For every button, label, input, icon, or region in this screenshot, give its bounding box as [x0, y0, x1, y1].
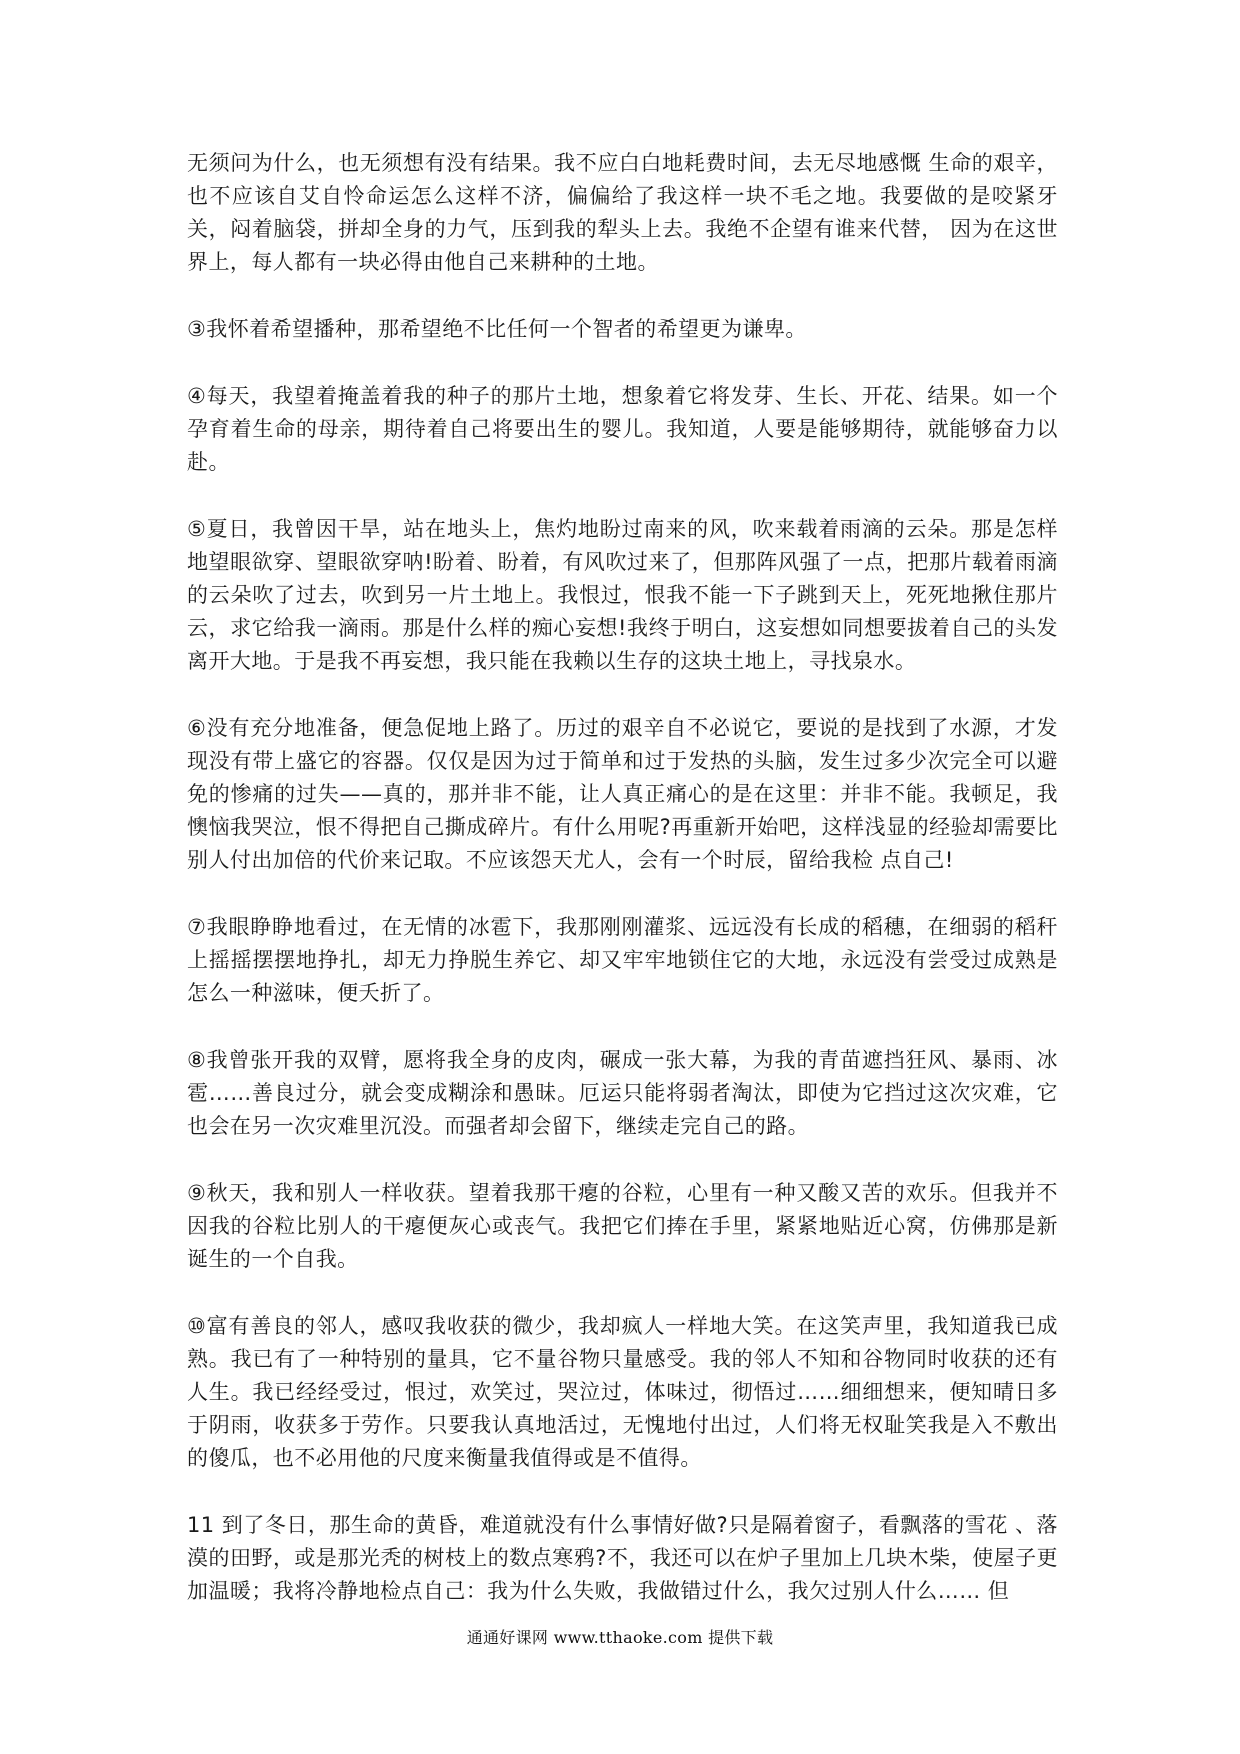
paragraph-3: ③我怀着希望播种，那希望绝不比任何一个智者的希望更为谦卑。 — [187, 317, 807, 341]
paragraph-5: ⑤夏日，我曾因干旱，站在地头上，焦灼地盼过南来的风，吹来载着雨滴的云朵。那是怎样地望眼欲穿、望眼欲穿呐!盼着、盼着，有风吹过来了，但那阵风强了一点，把那片载着雨滴的云朵吹了过去，吹到另一片土地上。我恨过，恨我不能一下子跳到天上，死死地揪住那片云，求它给我一滴雨。那是什么样的痴心妄想!我终于明白，这妄想如同想要拔着自己的头发离开大地。于是我不再妄想，我只能在我赖以生存的这块土地上，寻找泉水。 — [187, 517, 1058, 673]
paragraph-4: ④每天，我望着掩盖着我的种子的那片土地，想象着它将发芽、生长、开花、结果。如一个孕育着生命的母亲，期待着自己将要出生的婴儿。我知道，人要是能够期待，就能够奋力以赴。 — [187, 384, 1058, 474]
page-footer: 通通好课网 www.tthaoke.com 提供下载 — [466, 1628, 774, 1647]
paragraph-6: ⑥没有充分地准备，便急促地上路了。历过的艰辛自不必说它，要说的是找到了水源，才发现没有带上盛它的容器。仅仅是因为过于简单和过于发热的头脑，发生过多少次完全可以避免的惨痛的过失——真的，那并非不能，让人真正痛心的是在这里：并非不能。我顿足，我懊恼我哭泣，恨不得把自己撕成碎片。有什么用呢?再重新开始吧，这样浅显的经验却需要比别人付出加倍的代价来记取。不应该怨天尤人，会有一个时辰，留给我检 点自己! — [187, 716, 1058, 872]
paragraph-7: ⑦我眼睁睁地看过，在无情的冰雹下，我那刚刚灌浆、远远没有长成的稻穗，在细弱的稻秆上摇摇摆摆地挣扎，却无力挣脱生养它、却又牢牢地锁住它的大地，永远没有尝受过成熟是怎么一种滋味，便夭折了。 — [187, 915, 1058, 1005]
paragraph-10: ⑩富有善良的邻人，感叹我收获的微少，我却疯人一样地大笑。在这笑声里，我知道我已成熟。我已有了一种特别的量具，它不量谷物只量感受。我的邻人不知和谷物同时收获的还有人生。我已经经受过，恨过，欢笑过，哭泣过，体味过，彻悟过……细细想来，便知晴日多于阴雨，收获多于劳作。只要我认真地活过，无愧地付出过，人们将无权耻笑我是入不敷出的傻瓜，也不必用他的尺度来衡量我值得或是不值得。 — [187, 1314, 1058, 1470]
paragraph-11: 11 到了冬日，那生命的黄昏，难道就没有什么事情好做?只是隔着窗子，看飘落的雪花 、落漠的田野，或是那光秃的树枝上的数点寒鸦?不，我还可以在炉子里加上几块木柴，使屋子更加温暖；我将冷静地检点自己：我为什么失败，我做错过什么，我欠过别人什么…… 但 — [187, 1513, 1058, 1603]
paragraph-9: ⑨秋天，我和别人一样收获。望着我那干瘪的谷粒，心里有一种又酸又苦的欢乐。但我并不因我的谷粒比别人的干瘪便灰心或丧气。我把它们捧在手里，紧紧地贴近心窝，仿佛那是新诞生的一个自我。 — [187, 1181, 1058, 1271]
paragraph-8: ⑧我曾张开我的双臂，愿将我全身的皮肉，碾成一张大幕，为我的青苗遮挡狂风、暴雨、冰雹……善良过分，就会变成糊涂和愚昧。厄运只能将弱者淘汰，即使为它挡过这次灾难，它也会在另一次灾难里沉没。而强者却会留下，继续走完自己的路。 — [187, 1048, 1058, 1138]
paragraph-intro: 无须问为什么，也无须想有没有结果。我不应白白地耗费时间，去无尽地感慨 生命的艰辛，也不应该自艾自怜命运怎么这样不济，偏偏给了我这样一块不毛之地。我要做的是咬紧牙关，闷着脑袋，拼却全身的力气，压到我的犁头上去。我绝不企望有谁来代替， 因为在这世界上，每人都有一块必得由他自己来耕种的土地。 — [187, 151, 1058, 274]
document-body — [187, 147, 1058, 1607]
